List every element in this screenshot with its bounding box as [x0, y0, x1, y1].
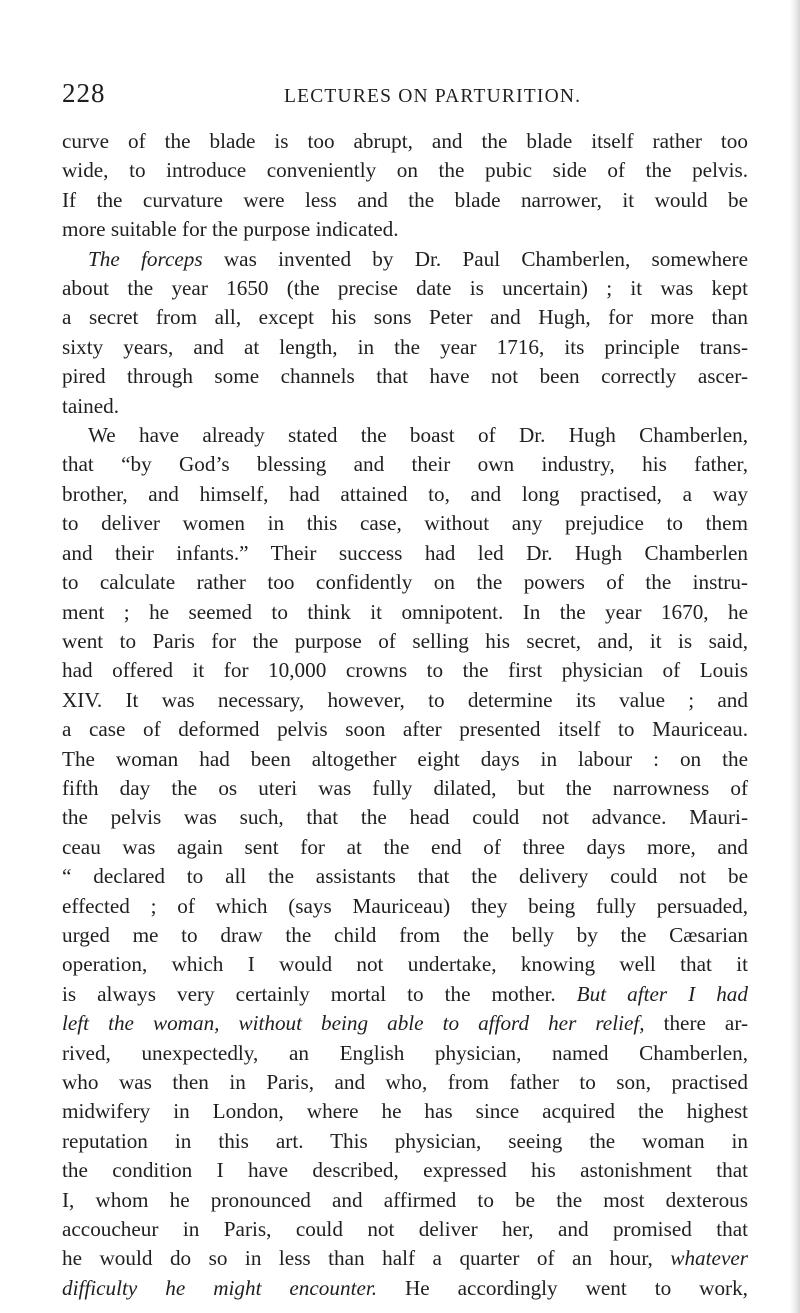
- line-text: to calculate rather too confidently on the powers of the instru-: [62, 570, 748, 595]
- text-line: [62, 745, 748, 774]
- italic-span: The forceps: [88, 246, 203, 271]
- line-text: “ declared to all the assistants that the delivery could not be: [62, 864, 748, 889]
- line-text: pired through some channels that have not been correctly ascer-: [62, 364, 748, 389]
- line-text: and their infants.” Their success had led Dr. Hugh Chamberlen: [62, 540, 748, 565]
- text-line: [62, 362, 748, 391]
- line-text: wide, to introduce conveniently on the pubic side of the pelvis.: [62, 158, 748, 183]
- page-header: [62, 78, 742, 118]
- line-text: reputation in this art. This physician, seeing the woman in: [62, 1128, 748, 1153]
- line-text: more suitable for the purpose indicated.: [62, 217, 399, 242]
- text-line: [62, 1274, 748, 1303]
- line-text: rived, unexpectedly, an English physician, named Chamberlen,: [62, 1040, 748, 1065]
- line-text: fifth day the os uteri was fully dilated, but the narrowness of: [62, 775, 748, 800]
- text-line: [62, 921, 748, 950]
- line-text: He accordingly went to work,: [377, 1275, 748, 1300]
- text-line: [62, 245, 748, 274]
- text-line: [62, 333, 748, 362]
- text-line: [62, 1009, 748, 1038]
- text-line: [62, 686, 748, 715]
- text-line: [62, 274, 748, 303]
- text-line: [62, 862, 748, 891]
- text-line: [62, 950, 748, 979]
- text-line: [62, 303, 748, 332]
- text-line: [62, 127, 748, 156]
- text-line: [62, 774, 748, 803]
- page-edge-shadow: [790, 0, 800, 1313]
- line-text: effected ; of which (says Mauriceau) they being fully persuaded,: [62, 893, 748, 918]
- line-text: sixty years, and at length, in the year 1716, its principle trans-: [62, 334, 748, 359]
- text-line: [62, 980, 748, 1009]
- line-text: curve of the blade is too abrupt, and the blade itself rather too: [62, 129, 748, 153]
- line-text: XIV. It was necessary, however, to determine its value ; and: [62, 687, 748, 712]
- body-text: [62, 127, 748, 1303]
- page-number: 228: [62, 78, 106, 108]
- text-line: [62, 1039, 748, 1068]
- line-text: he would do so in less than half a quarter of an hour,: [62, 1246, 653, 1271]
- text-line: [62, 1156, 748, 1185]
- line-text: that “by God’s blessing and their own industry, his father,: [62, 452, 748, 477]
- line-text: was invented by Dr. Paul Chamberlen, somewhere: [202, 246, 748, 271]
- text-line: [62, 627, 748, 656]
- text-line: [62, 598, 748, 627]
- line-text: ceau was again sent for at the end of three days more, and: [62, 834, 748, 859]
- line-text: operation, which I would not undertake, knowing well that it: [62, 952, 748, 977]
- text-line: [62, 833, 748, 862]
- text-line: [62, 568, 748, 597]
- line-text: a case of deformed pelvis soon after presented itself to Mauriceau.: [62, 717, 748, 742]
- text-line: [62, 539, 748, 568]
- line-text: ment ; he seemed to think it omnipotent. In the year 1670, he: [62, 599, 748, 624]
- text-line: [62, 450, 748, 479]
- line-text: accoucheur in Paris, could not deliver her, and promised that: [62, 1217, 748, 1242]
- text-line: [62, 392, 748, 421]
- line-text: midwifery in London, where he has since acquired the highest: [62, 1099, 748, 1124]
- text-line: [62, 1127, 748, 1156]
- line-text: If the curvature were less and the blade narrower, it would be: [62, 187, 748, 212]
- line-text: We have already stated the boast of Dr. Hugh Chamberlen,: [88, 423, 748, 448]
- text-line: [62, 421, 748, 450]
- line-text: brother, and himself, had attained to, and long practised, a way: [62, 481, 748, 506]
- line-text: urged me to draw the child from the belly by the Cæsarian: [62, 922, 748, 947]
- text-line: [62, 1068, 748, 1097]
- text-line: [62, 509, 748, 538]
- line-text: to deliver women in this case, without any prejudice to them: [62, 511, 748, 536]
- line-text: the condition I have described, expressed his astonishment that: [62, 1158, 748, 1183]
- text-line: [62, 1097, 748, 1126]
- line-text: there ar-: [644, 1011, 749, 1036]
- running-head: LECTURES ON PARTURITION.: [284, 86, 582, 107]
- line-text: tained.: [62, 393, 120, 418]
- line-text: the pelvis was such, that the head could not advance. Mauri-: [62, 805, 748, 830]
- line-text: had offered it for 10,000 crowns to the first physician of Louis: [62, 658, 748, 683]
- text-line: [62, 1215, 748, 1244]
- text-line: [62, 892, 748, 921]
- text-line: [62, 715, 748, 744]
- text-line: [62, 215, 748, 244]
- text-line: [62, 1186, 748, 1215]
- italic-span: whatever: [652, 1246, 748, 1271]
- line-text: is always very certainly mortal to the mother.: [62, 981, 556, 1006]
- text-line: [62, 1244, 748, 1273]
- text-line: [62, 156, 748, 185]
- line-text: The woman had been altogether eight days in labour : on the: [62, 746, 748, 771]
- line-text: a secret from all, except his sons Peter and Hugh, for more than: [62, 305, 748, 330]
- line-text: went to Paris for the purpose of selling his secret, and, it is said,: [62, 628, 748, 653]
- line-text: who was then in Paris, and who, from father to son, practised: [62, 1070, 748, 1094]
- line-text: about the year 1650 (the precise date is uncertain) ; it was kept: [62, 276, 748, 301]
- line-text: I, whom he pronounced and affirmed to be the most dexterous: [62, 1187, 748, 1212]
- italic-span: left the woman, without being able to afford her relief,: [62, 1011, 645, 1036]
- text-line: [62, 656, 748, 685]
- italic-span: difficulty he might encounter.: [62, 1275, 378, 1300]
- text-line: [62, 480, 748, 509]
- text-line: [62, 186, 748, 215]
- text-line: [62, 803, 748, 832]
- italic-span: But after I had: [555, 981, 748, 1006]
